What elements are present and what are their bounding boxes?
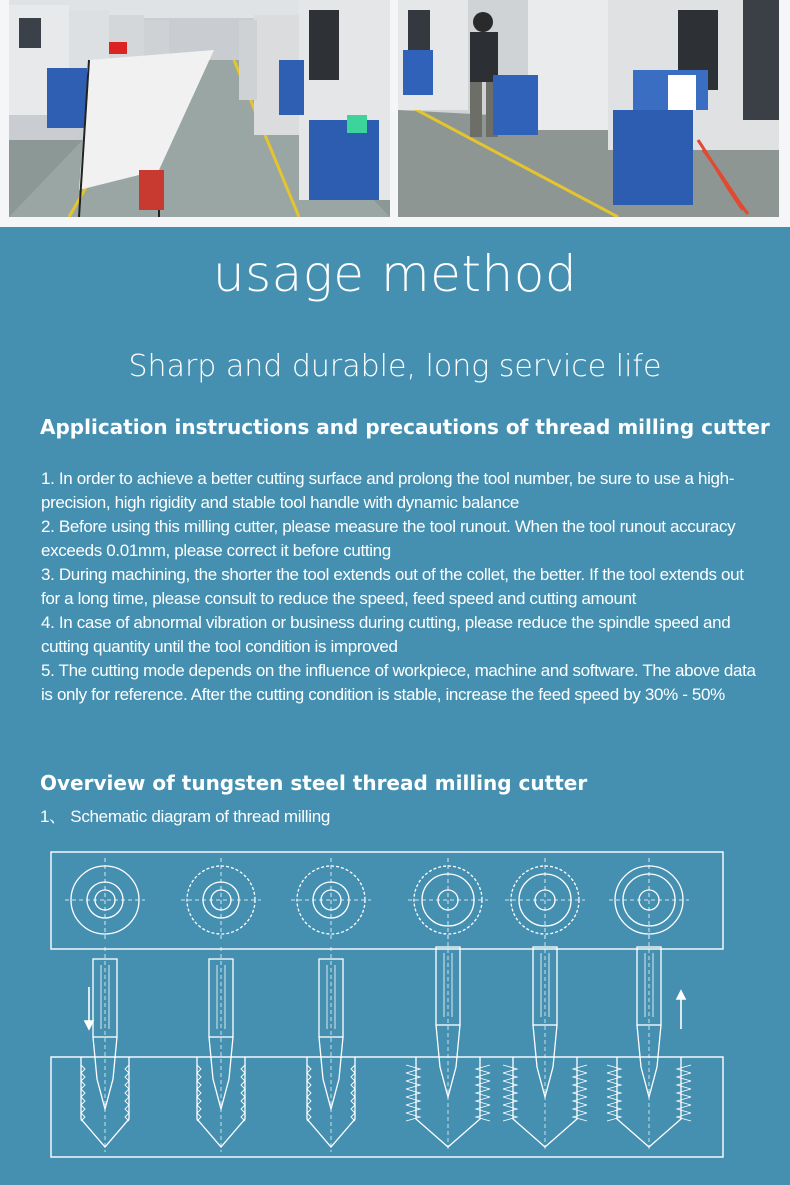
thread-ridge-right: [573, 1105, 587, 1113]
thread-ridge-left: [607, 1081, 621, 1089]
thread-ridge-right: [476, 1089, 490, 1097]
instruction-step: 5. The cutting mode depends on the influence of workpiece, machine and software. The above data is only for reference. After the cutting condition is stable, increase the feed speed by 30% - 50%: [41, 661, 756, 704]
thread-ridge-right: [677, 1089, 691, 1097]
overview-item: 1、 Schematic diagram of thread milling: [40, 807, 331, 826]
page-title: usage method: [212, 245, 578, 303]
thread-ridge-right: [677, 1081, 691, 1089]
instruction-step: 4. In case of abnormal vibration or business during cutting, please reduce the spindle speed and cutting quantity until the tool condition is improved: [41, 613, 731, 656]
thread-ridge-right: [573, 1081, 587, 1089]
thread-ridge-right: [573, 1073, 587, 1081]
instruction-step: 3. During machining, the shorter the tool extends out of the collet, the better. If the tool extends out for a long time, please consult to reduce the speed, feed speed and cutting amount: [41, 565, 744, 608]
thread-ridge-left: [607, 1089, 621, 1097]
thread-ridge-left: [503, 1065, 517, 1073]
workshop-photo-right: [398, 0, 779, 217]
thread-ridge-right: [476, 1097, 490, 1105]
thread-ridge-left: [503, 1097, 517, 1105]
thread-ridge-right: [476, 1073, 490, 1081]
thread-ridge-left: [406, 1081, 420, 1089]
thread-ridge-right: [573, 1089, 587, 1097]
instruction-list: [41, 467, 756, 707]
application-heading: Application instructions and precautions of thread milling cutter: [40, 415, 770, 439]
thread-ridge-left: [406, 1065, 420, 1073]
thread-ridge-left: [607, 1073, 621, 1081]
workshop-photo-left: [9, 0, 390, 217]
thread-ridge-left: [406, 1097, 420, 1105]
thread-ridge-right: [476, 1105, 490, 1113]
instruction-step: 2. Before using this milling cutter, please measure the tool runout. When the tool runout accuracy exceeds 0.01mm, please correct it before cutting: [41, 517, 736, 560]
usage-method-panel: [0, 227, 790, 1185]
thread-milling-diagram: [45, 847, 725, 1169]
thread-ridge-right: [677, 1065, 691, 1073]
top-photo-strip: [0, 0, 790, 227]
thread-ridge-right: [476, 1081, 490, 1089]
thread-ridge-left: [406, 1089, 420, 1097]
thread-ridge-right: [677, 1073, 691, 1081]
thread-ridge-right: [573, 1065, 587, 1073]
thread-ridge-left: [406, 1105, 420, 1113]
thread-ridge-right: [677, 1097, 691, 1105]
page-subtitle: Sharp and durable, long service life: [128, 349, 662, 384]
overview-heading: Overview of tungsten steel thread milling cutter: [40, 771, 588, 795]
thread-ridge-left: [607, 1097, 621, 1105]
thread-ridge-right: [573, 1097, 587, 1105]
thread-ridge-left: [607, 1105, 621, 1113]
thread-ridge-left: [503, 1081, 517, 1089]
thread-milling-schematic: [45, 847, 725, 1165]
thread-ridge-left: [607, 1065, 621, 1073]
thread-ridge-left: [503, 1073, 517, 1081]
thread-ridge-left: [503, 1105, 517, 1113]
thread-ridge-right: [476, 1065, 490, 1073]
thread-ridge-left: [406, 1073, 420, 1081]
thread-ridge-left: [503, 1089, 517, 1097]
thread-ridge-right: [677, 1105, 691, 1113]
instruction-step: 1. In order to achieve a better cutting surface and prolong the tool number, be sure to use a high-precision, high rigidity and stable tool handle with dynamic balance: [41, 469, 735, 512]
